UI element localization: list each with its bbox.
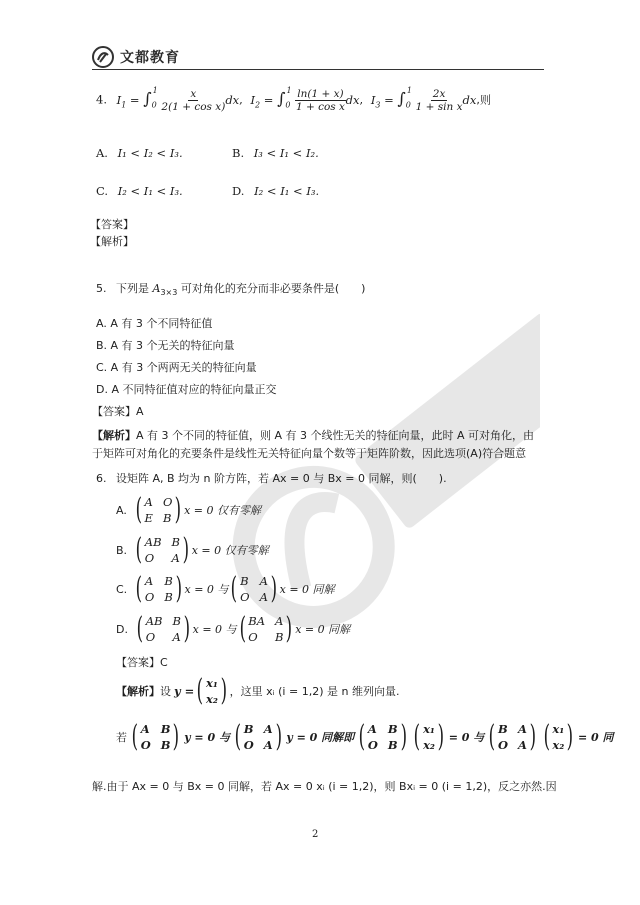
q4-sep-1: ,	[239, 92, 243, 107]
q6-option-a-tail: x = 0 仅有零解	[184, 504, 262, 517]
q6-option-c-matrix-2: ( B A O A )	[231, 571, 277, 606]
q6-block-3: ( A B O B )	[358, 719, 407, 754]
q6-option-a-label: A.	[116, 503, 127, 517]
q4-option-c-text: I₂ < I₁ < I₃.	[117, 184, 183, 198]
q6-analysis-line-1	[116, 673, 400, 708]
cell: A	[144, 574, 154, 588]
q4-i3-lhs: I	[370, 92, 376, 107]
cell: B	[164, 590, 173, 604]
cell: x₂	[423, 738, 435, 752]
cell: A	[517, 738, 527, 752]
cell: O	[144, 590, 155, 604]
q5-answer-label: 【答案】	[92, 405, 136, 418]
q6-option-c-label: C.	[116, 582, 128, 596]
cell: E	[144, 511, 153, 525]
q6-vec-y: y =	[174, 684, 195, 698]
q4-i2-upper: 1	[286, 85, 292, 95]
cell: B	[387, 722, 398, 736]
cell: A	[263, 738, 273, 752]
q4-option-a-text: I₁ < I₂ < I₃.	[117, 146, 183, 160]
q4-option-c-label: C.	[96, 184, 109, 198]
q5-analysis-label: 【解析】	[92, 429, 136, 442]
cell: O	[162, 495, 173, 509]
cell: A	[172, 630, 181, 644]
q4-i2-lhs: I	[250, 92, 256, 107]
cell: AB	[145, 614, 163, 628]
q4-i2-den: 1 + cos x	[295, 101, 345, 114]
q4-i1-num: x	[190, 88, 197, 100]
q6-option-c-mid: x = 0 与	[184, 583, 229, 596]
q6-option-c-tail: x = 0 同解	[279, 583, 335, 596]
cell: AB	[144, 535, 162, 549]
cell: B	[240, 574, 249, 588]
q6-analysis-pre: 设	[160, 685, 171, 698]
cell: A	[517, 722, 527, 736]
q5-option-d: D. A 不同特征值对应的特征向量正交	[96, 383, 277, 396]
cell: B	[160, 738, 171, 752]
q6-analysis-line-3: 解.由于 Ax = 0 与 Bx = 0 同解，若 Ax = 0 xᵢ (i = 1,2)，则 Bxᵢ = 0 (i = 1,2)，反之亦然.因	[92, 780, 557, 793]
q6-number: 6.	[96, 472, 107, 485]
q4-stem	[96, 85, 491, 114]
cell: A	[144, 495, 153, 509]
q4-option-c	[96, 184, 183, 198]
brand-name: 文都教育	[120, 50, 180, 66]
q4-analysis-label: 【解析】	[90, 235, 134, 248]
q6-option-b-tail: x = 0 仅有零解	[191, 544, 269, 557]
q6-stem-text: 设矩阵 A, B 均为 n 阶方阵，若 Ax = 0 与 Bx = 0 同解，则( ).	[116, 472, 447, 485]
cell: x₁	[552, 722, 565, 736]
q6-analysis-label: 【解析】	[116, 685, 160, 698]
q4-i3-fraction	[416, 88, 463, 113]
q4-option-b-label: B.	[232, 146, 245, 160]
q5-analysis-line-1	[92, 427, 534, 443]
q4-i2-num: ln(1 + x)	[297, 88, 344, 100]
q6-block-4: ( B A O A )	[488, 719, 536, 754]
q4-stem-tail: ,则	[476, 93, 491, 107]
cell: A	[259, 590, 268, 604]
q4-i1-den: 2(1 + cos x)	[161, 101, 226, 114]
q5-analysis-line-2: 于矩阵可对角化的充要条件是线性无关特征向量个数等于矩阵阶数，因此选项(A)符合题意	[92, 447, 527, 460]
q4-sep-2: ,	[359, 92, 364, 107]
cell: B	[243, 722, 254, 736]
cell: B	[172, 614, 181, 628]
q6-answer	[116, 654, 168, 670]
q4-option-a	[96, 146, 183, 160]
q6-vector-2: ( x₁ x₂ )	[413, 719, 445, 754]
cell: B	[497, 722, 508, 736]
q4-i2-lower: 0	[285, 99, 291, 109]
q6-eq-1: y = 0 与	[184, 731, 230, 744]
cell: BA	[248, 614, 266, 628]
cell: A	[140, 722, 150, 736]
q6-stem	[96, 470, 447, 486]
cell: B	[171, 535, 180, 549]
q4-answer-label: 【答案】	[90, 218, 134, 231]
q6-option-b-matrix: ( AB B O A )	[135, 532, 190, 567]
q6-option-c-matrix-1: ( A B O B )	[135, 571, 182, 606]
q4-i2-fraction	[295, 88, 345, 113]
q5-matrix-sub: 3×3	[160, 288, 178, 298]
q4-option-b-text: I₃ < I₁ < I₂.	[253, 146, 319, 160]
q6-option-c	[116, 571, 335, 606]
integral-icon: ∫	[397, 88, 406, 108]
q4-i2-sub: 2	[255, 99, 261, 109]
q5-option-a: A. A 有 3 个不同特征值	[96, 317, 213, 330]
header-divider	[92, 69, 544, 70]
q4-i3-lower: 0	[405, 99, 411, 109]
q5-number: 5.	[96, 282, 107, 295]
q4-i3-num: 2x	[432, 88, 446, 100]
q5-stem-pre: 下列是	[116, 282, 149, 295]
cell: O	[144, 551, 155, 565]
q6-option-d-mid: x = 0 与	[192, 623, 237, 636]
q4-i1-lhs: I	[116, 92, 122, 107]
q6-option-b-label: B.	[116, 543, 128, 557]
q4-i1-fraction	[161, 88, 225, 113]
q6-option-a-matrix: ( A O E B )	[135, 492, 182, 527]
cell: x₂	[206, 692, 218, 706]
q6-answer-label: 【答案】	[116, 656, 160, 669]
q4-i3: $I_3 = \int_0^1$ $\frac{2x}{\text{1 + sin x}}$ dx	[370, 85, 477, 114]
q5-analysis-text-1: A 有 3 个不同的特征值，则 A 有 3 个线性无关的特征向量，此时 A 可对角化，由	[136, 429, 535, 442]
q6-block-2: ( B A O A )	[234, 719, 282, 754]
cell: B	[160, 722, 171, 736]
cell: B	[164, 574, 173, 588]
cell: x₂	[552, 738, 565, 752]
q6-eq-4: = 0 同	[577, 731, 614, 744]
q4-i2-dx: dx	[345, 92, 360, 107]
q6-analysis-line-2	[116, 719, 614, 754]
cell: O	[248, 630, 258, 644]
header-logo	[92, 46, 180, 68]
q4-i1: $I_1 = \int_0^1$ $\frac{x}{\text{2(1 + cos x)}}$ dx	[116, 85, 240, 114]
q5-answer-value: A	[136, 405, 144, 418]
cell: O	[367, 738, 378, 752]
q4-i3-den: 1 + sin x	[415, 101, 463, 114]
q6-option-d	[116, 611, 351, 646]
q4-option-b	[232, 146, 319, 160]
cell: B	[162, 511, 172, 525]
q6-eq-3: = 0 与	[448, 731, 485, 744]
cell: x₁	[423, 722, 435, 736]
q6-vector-3: ( x₁ x₂ )	[543, 719, 574, 754]
q5-stem-post: 可对角化的充分而非必要条件是( )	[180, 282, 366, 295]
q5-option-c: C. A 有 3 个两两无关的特征向量	[96, 361, 257, 374]
q6-option-d-tail: x = 0 同解	[295, 623, 351, 636]
cell: O	[145, 630, 156, 644]
q4-option-d-label: D.	[232, 184, 245, 198]
q6-line-if: 若	[116, 731, 127, 744]
cell: O	[243, 738, 254, 752]
q4-option-d	[232, 184, 319, 198]
cell: A	[263, 722, 273, 736]
cell: O	[240, 590, 250, 604]
page-number: 2	[312, 829, 319, 840]
cell: A	[171, 551, 180, 565]
brand-logo-icon	[92, 46, 114, 68]
q4-option-d-text: I₂ < I₁ < I₃.	[254, 184, 320, 198]
q4-i1-dx: dx	[225, 92, 240, 107]
q6-option-d-matrix-1: ( AB B O A )	[136, 611, 190, 646]
cell: O	[140, 738, 151, 752]
q6-option-a	[116, 492, 262, 527]
q4-i3-upper: 1	[406, 85, 412, 95]
cell: A	[275, 614, 284, 628]
q4-i1-upper: 1	[152, 85, 158, 95]
q6-option-d-matrix-2: ( BA A O B )	[239, 611, 293, 646]
q4-i3-sub: 3	[375, 99, 381, 109]
q4-i2: $I_2 = \int_0^1$ $\frac{\ln(1 + x)}{\text{1 + cos x}}$ dx	[250, 85, 360, 114]
q4-option-a-label: A.	[96, 146, 108, 160]
q4-i3-dx: dx	[462, 92, 477, 107]
q6-block-1: ( A B O B )	[131, 719, 180, 754]
cell: x₁	[206, 676, 218, 690]
q6-option-b	[116, 532, 269, 567]
cell: A	[367, 722, 377, 736]
cell: A	[259, 574, 268, 588]
cell: B	[275, 630, 284, 644]
cell: B	[387, 738, 398, 752]
q5-answer	[92, 403, 144, 419]
q5-option-b: B. A 有 3 个无关的特征向量	[96, 339, 235, 352]
q6-vector: ( x₁ x₂ )	[196, 673, 228, 708]
q4-i1-lower: 0	[151, 99, 157, 109]
integral-icon: ∫	[143, 88, 152, 108]
q6-eq-2: y = 0 同解即	[286, 731, 355, 744]
q6-analysis-post: ，这里 xᵢ (i = 1,2) 是 n 维列向量.	[229, 685, 400, 698]
q5-stem	[96, 280, 365, 297]
q6-answer-value: C	[160, 656, 168, 669]
q4-i1-sub: 1	[121, 99, 127, 109]
q4-number: 4.	[96, 92, 107, 107]
cell: O	[497, 738, 508, 752]
q6-option-d-label: D.	[116, 622, 128, 636]
q5-matrix-sym: A	[152, 282, 161, 295]
integral-icon: ∫	[277, 88, 286, 108]
